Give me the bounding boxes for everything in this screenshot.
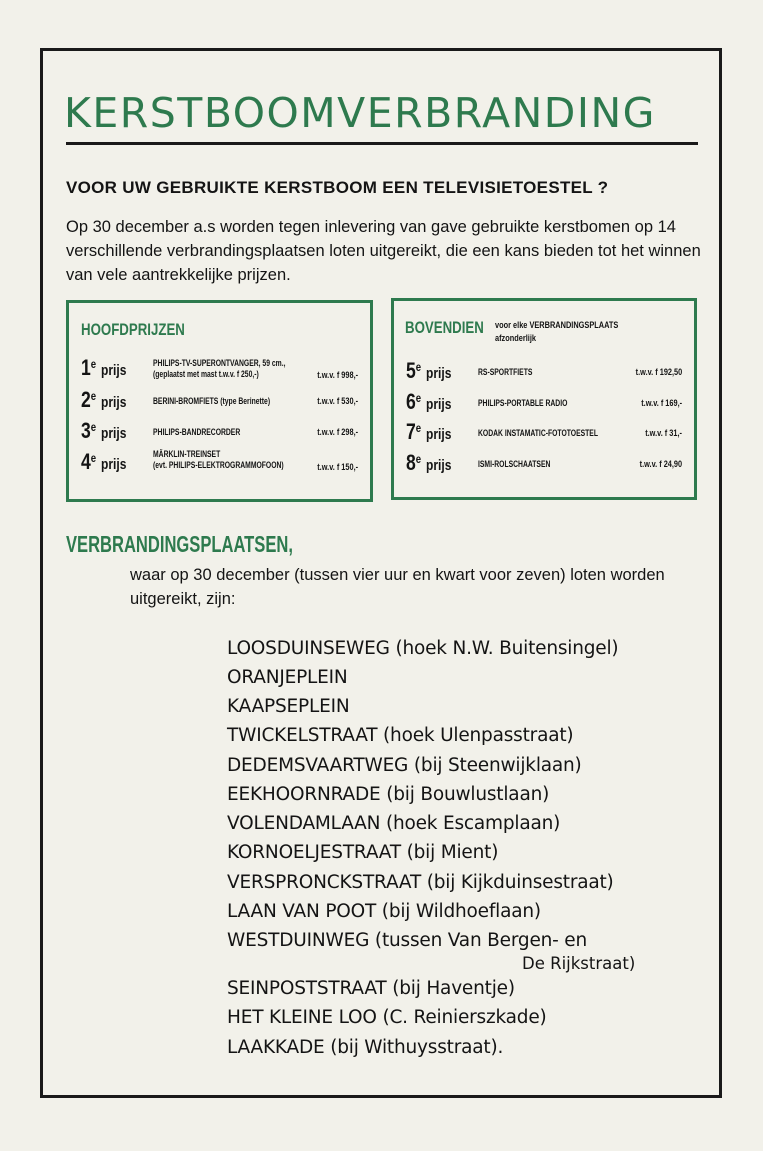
prize-description: PHILIPS-PORTABLE RADIO <box>478 398 568 408</box>
prize-rank: 7e prijs <box>406 419 452 444</box>
title-rule <box>66 142 698 145</box>
prize-value: t.w.v. f 169,- <box>641 398 682 408</box>
prize-rank: 1e prijs <box>81 355 127 380</box>
prize-description: PHILIPS-TV-SUPERONTVANGER, 59 cm., (geplaatst met mast t.w.v. f 250,-) <box>153 358 286 379</box>
location-item: TWICKELSTRAAT (hoek Ulenpasstraat) <box>227 725 574 746</box>
location-item: KORNOELJESTRAAT (bij Mient) <box>227 842 499 863</box>
prize-row <box>69 449 370 479</box>
location-item: WESTDUINWEG (tussen Van Bergen- en <box>227 930 588 951</box>
extra-prizes-box <box>391 298 697 500</box>
locations-heading: VERBRANDINGSPLAATSEN, <box>66 531 293 557</box>
prize-row <box>394 419 694 449</box>
prize-row <box>69 387 370 417</box>
location-item: EEKHOORNRADE (bij Bouwlustlaan) <box>227 784 550 805</box>
poster-title: KERSTBOOMVERBRANDING <box>64 89 656 137</box>
prize-row <box>394 450 694 480</box>
prize-value: t.w.v. f 298,- <box>317 427 358 437</box>
location-item: VERSPRONCKSTRAAT (bij Kijkduinsestraat) <box>227 872 614 893</box>
prize-rank: 8e prijs <box>406 450 452 475</box>
prize-row <box>69 355 370 385</box>
prize-rank: 2e prijs <box>81 387 127 412</box>
location-item-continuation: De Rijkstraat) <box>522 954 636 973</box>
prize-description: BERINI-BROMFIETS (type Berinette) <box>153 396 271 406</box>
location-item: DEDEMSVAARTWEG (bij Steenwijklaan) <box>227 755 582 776</box>
prize-description: MÄRKLIN-TREINSET (evt. PHILIPS-ELEKTROGRAMMOFOON) <box>153 449 284 470</box>
location-item: LOOSDUINSEWEG (hoek N.W. Buitensingel) <box>227 638 619 659</box>
intro-text: Op 30 december a.s worden tegen inlevering van gave gebruikte kerstbomen op 14 verschillende verbrandingsplaatsen loten uitgereikt, die een kans bieden tot het winnen van vele aantrekkelijke prijzen. <box>66 218 701 284</box>
prize-value: t.w.v. f 998,- <box>317 370 358 380</box>
prize-value: t.w.v. f 150,- <box>317 462 358 472</box>
location-item: LAAKKADE (bij Withuysstraat). <box>227 1037 504 1058</box>
prize-value: t.w.v. f 31,- <box>645 428 682 438</box>
location-item: LAAN VAN POOT (bij Wildhoeflaan) <box>227 901 541 922</box>
extra-prizes-note: voor elke VERBRANDINGSPLAATS afzonderlijk <box>495 320 619 343</box>
subtitle: VOOR UW GEBRUIKTE KERSTBOOM EEN TELEVISIETOESTEL ? <box>66 178 609 197</box>
prize-rank: 5e prijs <box>406 358 452 383</box>
location-item: VOLENDAMLAAN (hoek Escamplaan) <box>227 813 561 834</box>
prize-value: t.w.v. f 24,90 <box>639 459 682 469</box>
location-item: SEINPOSTSTRAAT (bij Haventje) <box>227 978 515 999</box>
location-item: KAAPSEPLEIN <box>227 696 350 717</box>
prize-row <box>394 358 694 388</box>
location-item: ORANJEPLEIN <box>227 667 348 688</box>
extra-prizes-heading: BOVENDIEN <box>405 318 484 337</box>
prize-rank: 4e prijs <box>81 449 127 474</box>
prize-rank: 6e prijs <box>406 389 452 414</box>
prize-row <box>394 389 694 419</box>
prize-description: RS-SPORTFIETS <box>478 367 533 377</box>
location-item: HET KLEINE LOO (C. Reinierszkade) <box>227 1007 547 1028</box>
locations-intro: waar op 30 december (tussen vier uur en kwart voor zeven) loten worden uitgereikt, zijn: <box>130 566 665 608</box>
prize-row <box>69 418 370 448</box>
main-prizes-heading: HOOFDPRIJZEN <box>81 320 185 339</box>
prize-description: ISMI-ROLSCHAATSEN <box>478 459 551 469</box>
prize-description: PHILIPS-BANDRECORDER <box>153 427 241 437</box>
prize-description: KODAK INSTAMATIC-FOTOTOESTEL <box>478 428 598 438</box>
prize-value: t.w.v. f 192,50 <box>635 367 682 377</box>
prize-value: t.w.v. f 530,- <box>317 396 358 406</box>
main-prizes-box <box>66 300 373 502</box>
prize-rank: 3e prijs <box>81 418 127 443</box>
